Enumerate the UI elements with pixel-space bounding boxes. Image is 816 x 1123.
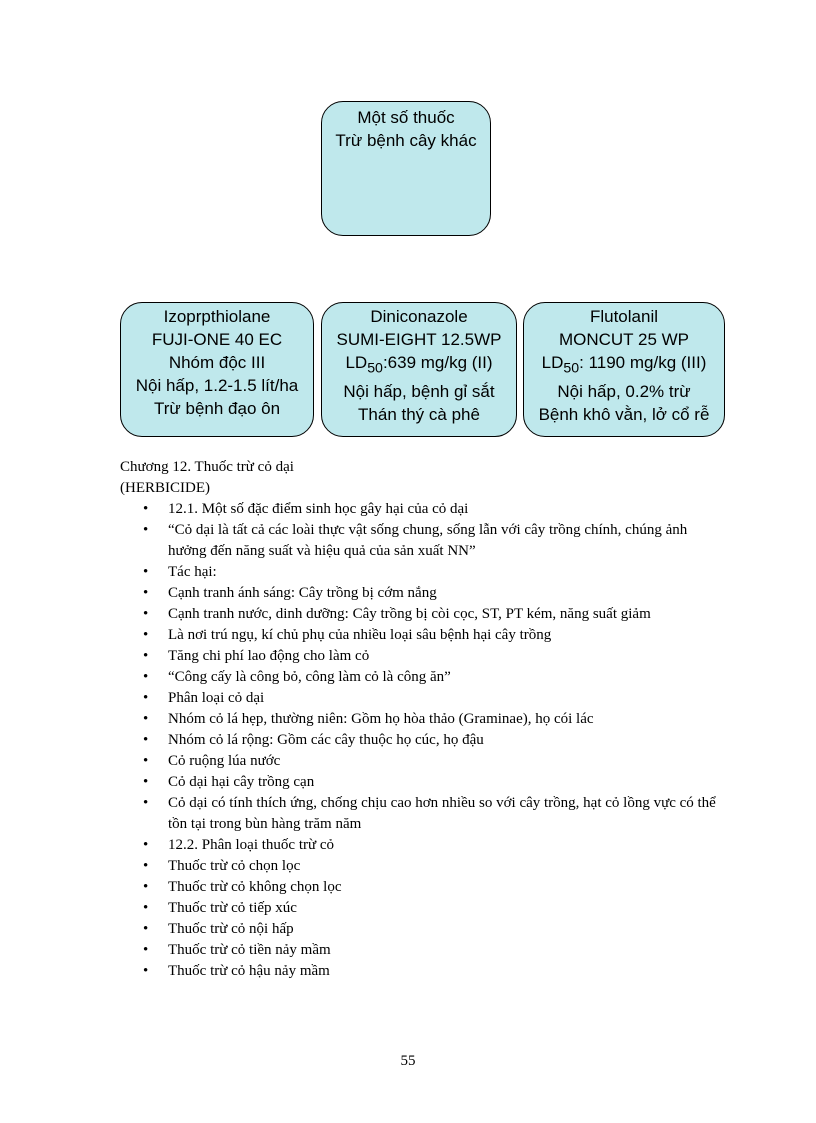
box-1-line-4: Nội hấp, 1.2-1.5 lít/ha (135, 376, 299, 395)
box-2-line-4: Nội hấp, bệnh gỉ sắt (343, 382, 495, 402)
list-item: • Thuốc trừ cỏ hậu nảy mầm (120, 961, 720, 982)
list-item: • Là nơi trú ngụ, kí chủ phụ của nhiều loại sâu bệnh hại cây trồng (120, 625, 720, 646)
box-2-line-1: Diniconazole (370, 307, 468, 326)
box-1-line-3: Nhóm độc III (168, 353, 266, 372)
list-item: • Cỏ dại hại cây trồng cạn (120, 772, 720, 793)
box-1-line-5: Trừ bệnh đạo ôn (153, 399, 281, 418)
box-2-ld-label: LD (345, 353, 368, 372)
list-item: • Cỏ ruộng lúa nước (120, 751, 720, 772)
box-3-line-1: Flutolanil (589, 307, 659, 326)
list-item: • Thuốc trừ cỏ tiền nảy mầm (120, 940, 720, 961)
box-3-line-4: Nội hấp, 0.2% trừ (557, 382, 691, 402)
list-item: • Phân loại cỏ dại (120, 688, 720, 709)
diagram-box-diniconazole (321, 302, 517, 437)
page-number: 55 (400, 1053, 416, 1069)
list-item: • Thuốc trừ cỏ nội hấp (120, 919, 720, 940)
box-1-line-1: Izoprpthiolane (163, 307, 271, 326)
box-3-ld-line (524, 351, 724, 380)
chapter-body (120, 457, 720, 982)
list-item: • Nhóm cỏ lá hẹp, thường niên: Gồm họ hòa thảo (Graminae), họ cói lác (120, 709, 720, 730)
bullet-list (120, 499, 720, 982)
list-item: • Cạnh tranh ánh sáng: Cây trồng bị cớm nắng (120, 583, 720, 604)
box-3-ld-label: LD (541, 353, 564, 372)
list-item: • “Cỏ dại là tất cả các loài thực vật sống chung, sống lẫn với cây trồng chính, chúng ảnh hưởng đến năng suất và hiệu quả của sản xuất NN” (120, 520, 720, 562)
list-item: • Tác hại: (120, 562, 720, 583)
list-item: • Thuốc trừ cỏ chọn lọc (120, 856, 720, 877)
box-3-line-2: MONCUT 25 WP (558, 330, 690, 349)
diagram-top-box (321, 101, 491, 236)
box-2-ld-line (322, 351, 516, 380)
list-item: • Thuốc trừ cỏ tiếp xúc (120, 898, 720, 919)
list-item: • “Công cấy là công bỏ, công làm cỏ là công ăn” (120, 667, 720, 688)
list-item: • Thuốc trừ cỏ không chọn lọc (120, 877, 720, 898)
list-item: • 12.1. Một số đặc điểm sinh học gây hại của cỏ dại (120, 499, 720, 520)
chapter-title: Chương 12. Thuốc trừ cỏ dại (120, 459, 294, 475)
box-3-ld-value: : 1190 mg/kg (III) (579, 353, 707, 372)
chapter-subtitle: (HERBICIDE) (120, 480, 210, 496)
list-item: • 12.2. Phân loại thuốc trừ cỏ (120, 835, 720, 856)
box-2-line-5: Thán thý cà phê (358, 405, 480, 425)
box-1-line-2: FUJI-ONE 40 EC (151, 330, 283, 349)
list-item: • Cỏ dại có tính thích ứng, chống chịu cao hơn nhiều so với cây trồng, hạt cỏ lồng vực có thể tồn tại trong bùn hàng trăm năm (120, 793, 720, 835)
top-box-line-1: Một số thuốc (357, 108, 455, 127)
box-2-line-2: SUMI-EIGHT 12.5WP (336, 330, 502, 349)
list-item: • Tăng chi phí lao động cho làm cỏ (120, 646, 720, 667)
diagram-box-flutolanil (523, 302, 725, 437)
box-3-line-5: Bệnh khô vằn, lở cổ rễ (538, 405, 710, 425)
box-2-ld-value: :639 mg/kg (II) (382, 353, 493, 372)
diagram-box-izoprothiolane (120, 302, 314, 437)
top-box-line-2: Trừ bệnh cây khác (335, 131, 477, 150)
box-3-ld-subscript: 50 (563, 360, 580, 377)
list-item: • Nhóm cỏ lá rộng: Gồm các cây thuộc họ cúc, họ đậu (120, 730, 720, 751)
box-2-ld-subscript: 50 (367, 360, 383, 377)
list-item: • Cạnh tranh nước, dinh dưỡng: Cây trồng bị còi cọc, ST, PT kém, năng suất giảm (120, 604, 720, 625)
